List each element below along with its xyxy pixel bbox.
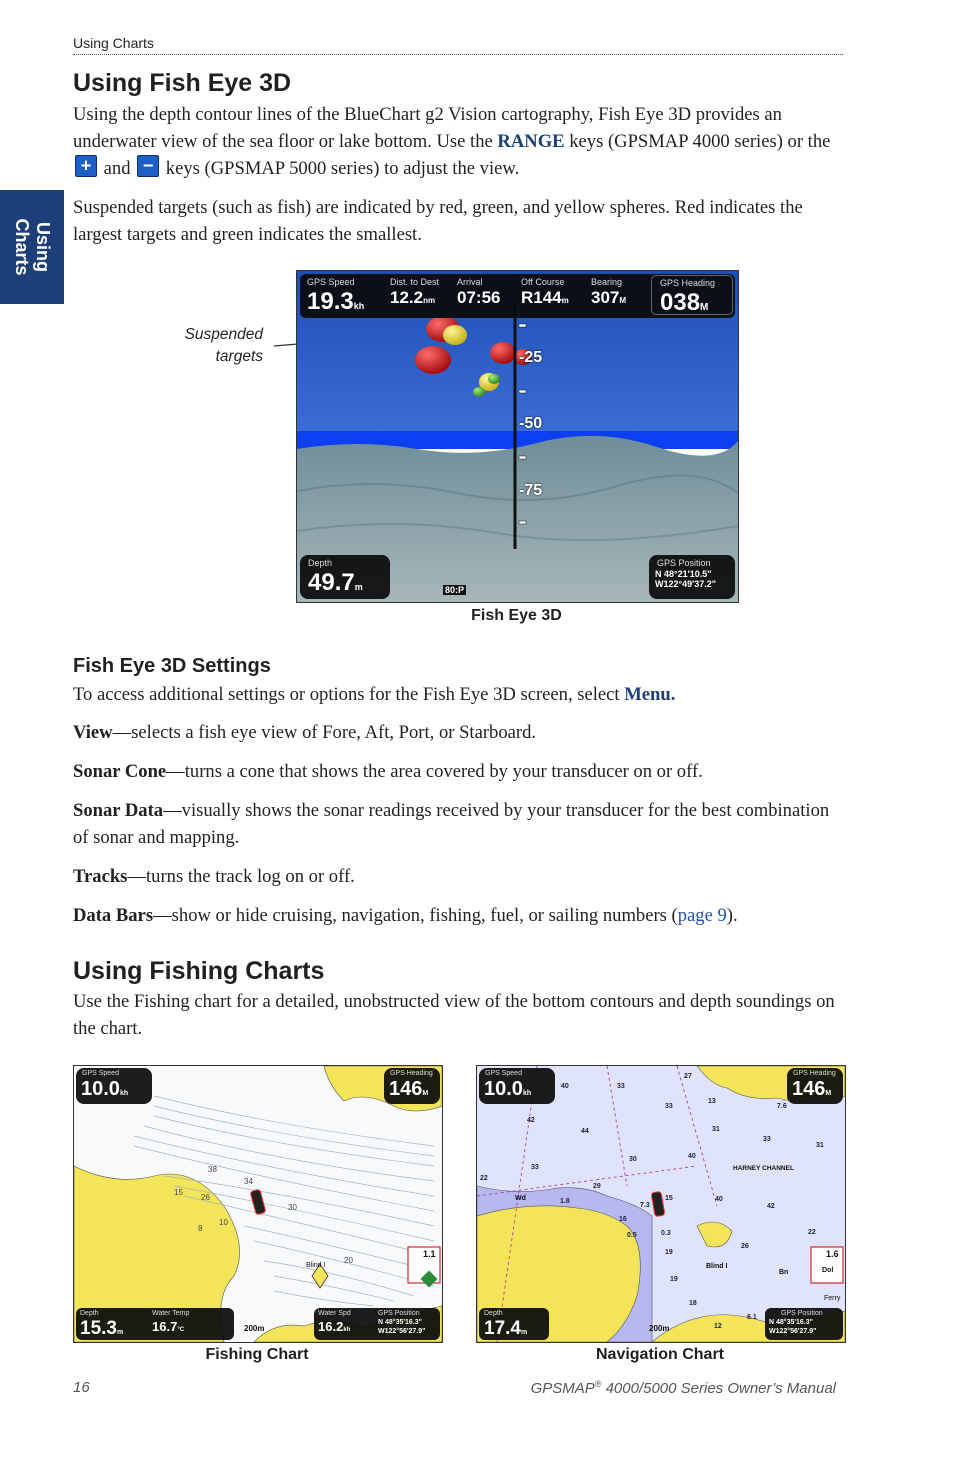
bottom-left-panel (76, 1308, 234, 1340)
menu-term: Menu. (624, 684, 676, 705)
depth-scale-50: -50 (519, 415, 543, 432)
off-course-field: Off Course R144m (521, 277, 569, 307)
sounding: 13 (708, 1098, 716, 1105)
fishing-charts-heading: Using Fishing Charts (73, 957, 325, 985)
gps-position-panel: GPS Position N 48°21'10.5" W122°49'37.2" (649, 555, 735, 599)
setting-sonar-cone: Sonar Cone—turns a cone that shows the area covered by your transducer on or off. (73, 761, 703, 782)
sounding: 27 (684, 1073, 692, 1080)
sounding: 19 (665, 1249, 673, 1256)
navigation-chart-screenshot (476, 1065, 846, 1343)
zoom-value: 1.1 (423, 1249, 436, 1259)
section-side-tab (0, 190, 64, 304)
sounding: 16 (619, 1216, 627, 1223)
contour-label: 10 (219, 1218, 228, 1227)
suspended-targets-paragraph: Suspended targets (such as fish) are indicated by red, green, and yellow spheres. Red indicates the largest targets and green indicates the smallest. (73, 197, 803, 245)
sounding: 0.5 (627, 1232, 637, 1239)
gps-speed-panel: GPS Speed 10.0kh (76, 1068, 152, 1104)
settings-heading: Fish Eye 3D Settings (73, 655, 271, 677)
minus-key-icon: − (137, 155, 159, 177)
running-header: Using Charts (73, 35, 154, 51)
dist-to-dest-field: Dist. to Dest 12.2nm (390, 277, 440, 307)
contour-label: 30 (288, 1203, 297, 1212)
sounding: 44 (581, 1128, 589, 1135)
dol-label: Dol (822, 1267, 834, 1274)
sounding: 33 (531, 1164, 539, 1171)
bottom-right-panel (314, 1308, 440, 1340)
contour-label: 34 (244, 1177, 253, 1186)
boat-icon (651, 1191, 665, 1216)
target-sphere-green (488, 374, 500, 384)
sounding: 29 (593, 1183, 601, 1190)
bn-label: Bn (779, 1269, 789, 1276)
depth-scale-25: -25 (519, 349, 543, 366)
blind-island-label: Blind I (306, 1262, 326, 1269)
harney-channel-label: HARNEY CHANNEL (733, 1165, 794, 1172)
sounding: 15 (665, 1195, 673, 1202)
sounding: 12 (714, 1323, 722, 1330)
target-sphere-red (415, 346, 451, 374)
setting-data-bars: Data Bars—show or hide cruising, navigation, fishing, fuel, or sailing numbers (page 9). (73, 905, 738, 926)
ferry-label: Ferry (824, 1295, 841, 1302)
setting-view: View—selects a fish eye view of Fore, Aft, Port, or Starboard. (73, 722, 537, 743)
map-scale: 200m (244, 1324, 265, 1333)
page-9-link[interactable]: page 9 (677, 905, 727, 926)
range-key-term: RANGE (497, 131, 565, 152)
sounding: 18 (689, 1300, 697, 1307)
sounding: 22 (480, 1175, 488, 1182)
setting-tracks: Tracks—turns the track log on or off. (73, 866, 355, 887)
suspended-targets-callout: Suspended targets (184, 326, 263, 365)
plus-key-icon: + (75, 155, 97, 177)
water-temp-field: Water Temp 16.7°C (152, 1310, 190, 1334)
fish-eye-caption: Fish Eye 3D (471, 607, 562, 624)
depth-panel: Depth 17.4m (479, 1308, 549, 1340)
sounding: 40 (715, 1196, 723, 1203)
sounding: 40 (561, 1083, 569, 1090)
sounding: 33 (617, 1083, 625, 1090)
water-speed-field: Water Spd 16.2kh (318, 1310, 351, 1334)
sounding: 6.1 (747, 1314, 757, 1321)
underwater-scene (297, 271, 738, 602)
sounding: 7.3 (640, 1202, 650, 1209)
target-sphere-green (473, 387, 485, 397)
gps-position-field: GPS Position N 48°35'16.3" W122°56'27.9" (378, 1310, 426, 1335)
fishing-chart-screenshot (73, 1065, 443, 1343)
boat-icon (250, 1189, 266, 1215)
sounding: 42 (527, 1117, 535, 1124)
navigation-chart-map (477, 1066, 845, 1342)
sounding: 19 (670, 1276, 678, 1283)
page-number: 16 (73, 1379, 90, 1396)
zoom-value: 1.6 (826, 1249, 839, 1259)
side-tab-label: Using Charts (12, 218, 53, 276)
gps-heading-panel: GPS Heading 146M (787, 1068, 843, 1104)
target-sphere-red (490, 342, 516, 364)
setting-sonar-data: Sonar Data—visually shows the sonar readings received by your transducer for the best combination of sonar and mapping. (73, 800, 830, 848)
bearing-field: Bearing 307M (591, 277, 627, 307)
arrival-field: Arrival 07:56 (457, 277, 501, 307)
sounding: 26 (741, 1243, 749, 1250)
blind-island-label: Blind I (706, 1263, 728, 1270)
view-angle-label: 80:P (445, 585, 465, 595)
header-rule (73, 54, 843, 55)
wd-label: Wd (515, 1195, 526, 1202)
contour-label: 15 (174, 1188, 183, 1197)
contour-label: 38 (208, 1165, 217, 1174)
sounding: 40 (688, 1153, 696, 1160)
gps-heading-panel: GPS Heading 146M (384, 1068, 440, 1104)
map-scale: 200m (649, 1324, 670, 1333)
sounding: 31 (712, 1126, 720, 1133)
fish-eye-intro: Using the depth contour lines of the BlueChart g2 Vision cartography, Fish Eye 3D provides an underwater view of the sea floor or lake bottom. Use the RANGE keys (GPSMAP 4000 series) or the + and − keys (GPSMAP 5000 series) to adjust the view. (73, 104, 831, 179)
contour-label: 20 (344, 1256, 353, 1265)
sounding: 42 (767, 1203, 775, 1210)
contour-label: 26 (201, 1193, 210, 1202)
fish-eye-heading: Using Fish Eye 3D (73, 69, 292, 97)
target-sphere-yellow (443, 325, 467, 345)
navigation-chart-caption: Navigation Chart (595, 1346, 724, 1363)
depth-scale-75: -75 (519, 482, 543, 499)
sounding: 1.8 (560, 1198, 570, 1205)
sounding: 0.3 (661, 1230, 671, 1237)
gps-speed-panel: GPS Speed 10.0kh (479, 1068, 555, 1104)
sounding: 7.6 (777, 1103, 787, 1110)
depth-panel: Depth 49.7m (300, 555, 390, 599)
gps-position-panel: GPS Position N 48°35'16.3" W122°56'27.9" (765, 1308, 843, 1340)
gps-heading-field: GPS Heading 038M (651, 275, 733, 315)
fishing-charts-intro: Use the Fishing chart for a detailed, unobstructed view of the bottom contours and depth soundings on the chart. (73, 991, 835, 1039)
fish-eye-3d-screenshot (296, 270, 739, 603)
sounding: 33 (665, 1103, 673, 1110)
sounding: 31 (816, 1142, 824, 1149)
sounding: 22 (808, 1229, 816, 1236)
gps-speed-field: GPS Speed 19.3kh (307, 277, 365, 315)
fishing-chart-caption: Fishing Chart (205, 1346, 309, 1363)
manual-title: GPSMAP® 4000/5000 Series Owner’s Manual (530, 1379, 836, 1397)
fishing-chart-map (74, 1066, 442, 1342)
settings-intro: To access additional settings or options for the Fish Eye 3D screen, select Menu. (73, 684, 676, 705)
sounding: 30 (629, 1156, 637, 1163)
sounding: 33 (763, 1136, 771, 1143)
contour-label: 8 (198, 1224, 203, 1233)
depth-field: Depth 15.3m (80, 1310, 124, 1339)
